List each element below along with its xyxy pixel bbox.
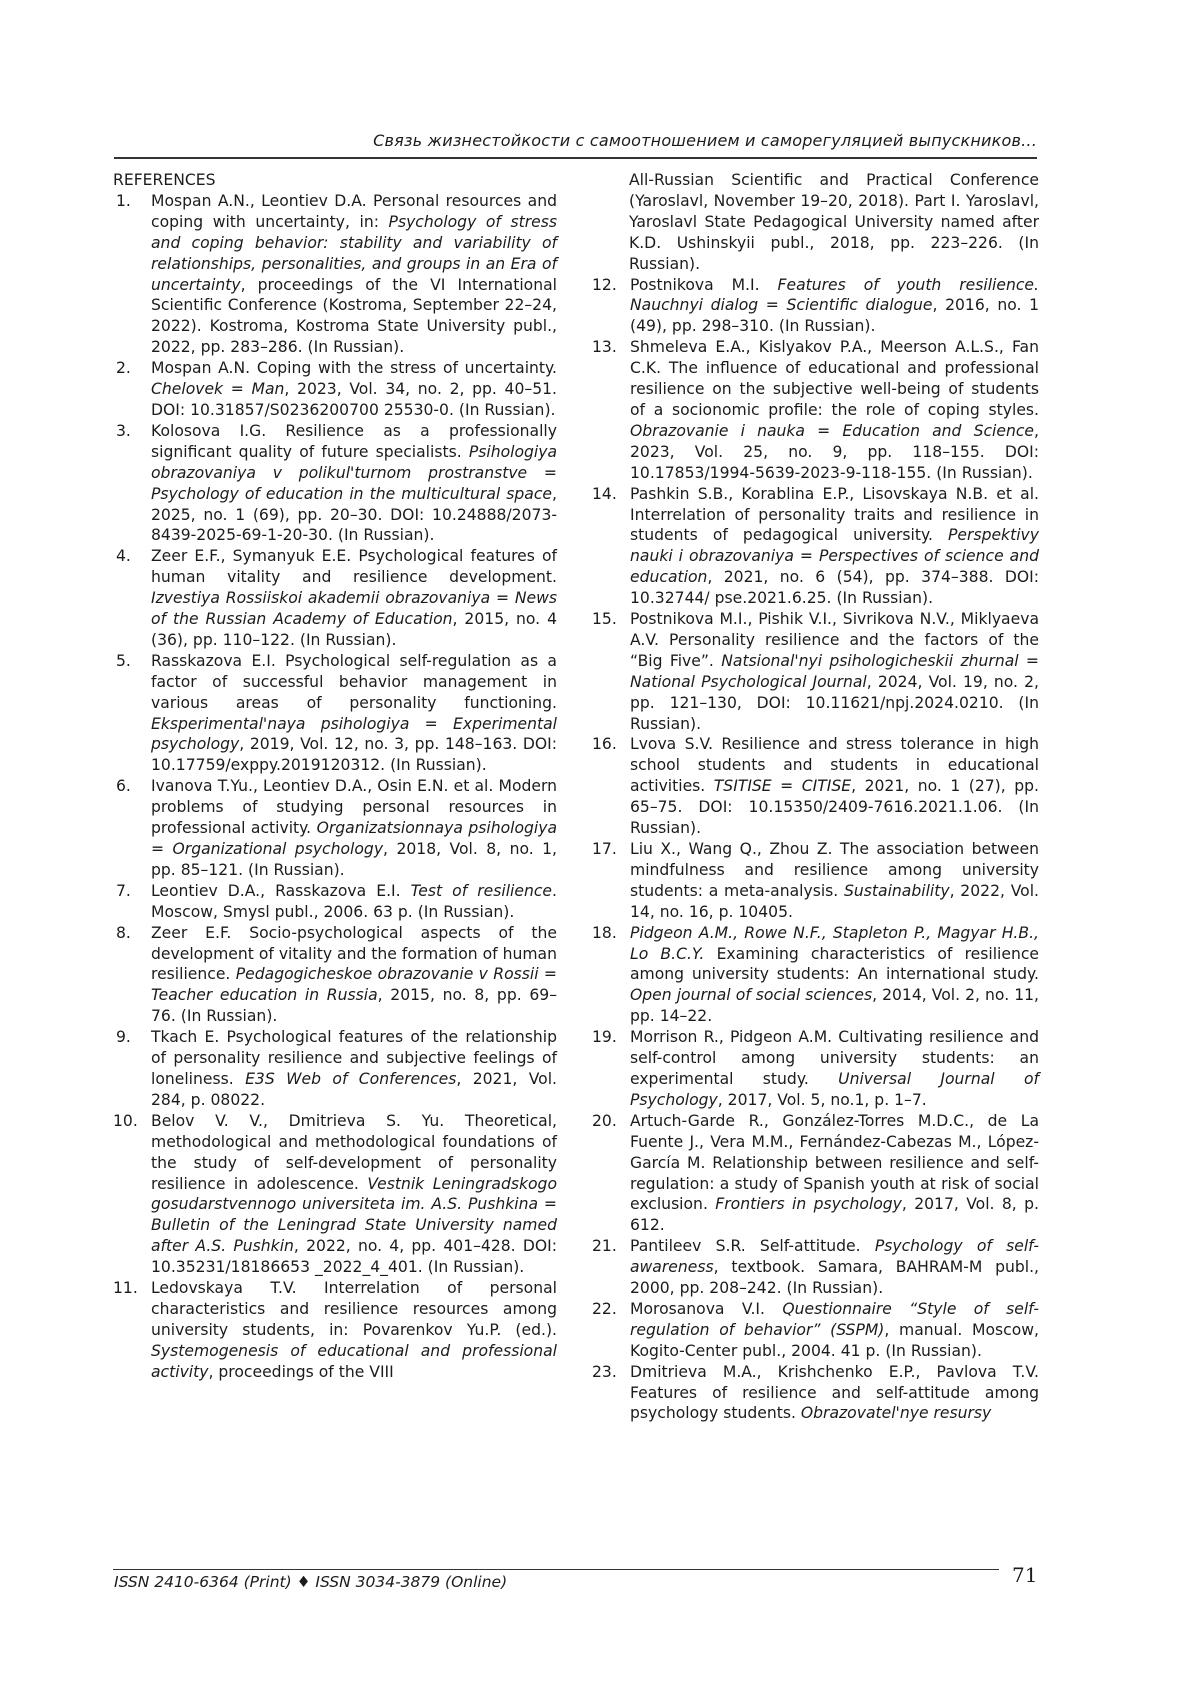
reference-title: Psychology of stress and coping behavior: stability and variability of relationships, personalities, and groups in an Era of uncertainty bbox=[151, 212, 557, 294]
reference-title: Frontiers in psychology bbox=[715, 1195, 902, 1214]
reference-item bbox=[592, 923, 1039, 1028]
reference-title: Organizatsionnaya psihologiya = Organizational psychology bbox=[151, 819, 557, 858]
reference-text: Shmeleva E.A., Kislyakov P.A., Meerson A.L.S., Fan C.K. The influence of educational and professional resilience on the subjective well-being of students of a socionomic profile: the role of coping styles. bbox=[630, 338, 1039, 419]
references-heading: REFERENCES bbox=[113, 171, 216, 189]
reference-text: Postnikova M.I., Pishik V.I., Sivrikova N.V., Miklyaeva A.V. Personality resilience and the factors of the “Big Five”. bbox=[630, 610, 1039, 670]
reference-number: 7. bbox=[116, 881, 131, 900]
reference-title: Systemogenesis of educational and professional activity bbox=[151, 1341, 557, 1381]
reference-number: 12. bbox=[592, 275, 617, 294]
reference-title: TSITISE = CITISE bbox=[713, 777, 852, 796]
reference-text: , 2015, no. 8, pp. 69–76. (In Russian). bbox=[151, 986, 557, 1026]
reference-text: Ivanova T.Yu., Leontiev D.A., Osin E.N. et al. Modern problems of studying personal resources in professional activity. bbox=[151, 777, 557, 838]
reference-text: , 2018, Vol. 8, no. 1, pp. 85–121. (In Russian). bbox=[151, 840, 557, 879]
reference-text: Mospan A.N. Coping with the stress of uncertainty. bbox=[151, 359, 557, 378]
reference-number: 3. bbox=[116, 421, 131, 440]
reference-text: , textbook. Samara, BAHRAM-M publ., 2000, pp. 208–242. (In Russian). bbox=[630, 1258, 1039, 1298]
reference-text: , 2023, Vol. 25, no. 9, pp. 118–155. DOI: 10.17853/1994-5639-2023-9-118-155. (In Russian). bbox=[630, 421, 1039, 482]
reference-title: Sustainability bbox=[844, 881, 950, 900]
page-number: 71 bbox=[1012, 1563, 1038, 1587]
reference-title: Obrazovanie i nauka = Education and Science bbox=[630, 421, 1035, 440]
reference-title: Universal Journal of Psychology bbox=[630, 1069, 1039, 1109]
reference-text: , 2023, Vol. 34, no. 2, pp. 40–51. DOI: 10.31857/S0236200700 25530-0. (In Russian). bbox=[151, 380, 557, 419]
reference-text: , 2016, no. 1 (49), pp. 298–310. (In Russian). bbox=[630, 296, 1039, 336]
reference-text: Belov V. V., Dmitrieva S. Yu. Theoretical, methodological and methodological foundations of the study of self-development of personality resilience in adolescence. bbox=[151, 1111, 557, 1193]
reference-text: , 2022, no. 4, pp. 401–428. DOI: 10.35231/18186653 _2022_4_401. (In Russian). bbox=[151, 1237, 557, 1277]
reference-text: , 2019, Vol. 12, no. 3, pp. 148–163. DOI: 10.17759/exppy.2019120312. (In Russian). bbox=[151, 735, 557, 775]
reference-item bbox=[592, 1027, 1039, 1111]
reference-text: Zeer E.F. Socio-psychological aspects of the development of vitality and the formation of human resilience. bbox=[151, 923, 557, 984]
reference-text: Kolosova I.G. Resilience as a professionally significant quality of future specialists. bbox=[151, 421, 557, 461]
reference-item bbox=[592, 839, 1039, 923]
reference-text: Pantileev S.R. Self-attitude. bbox=[630, 1237, 875, 1256]
reference-text: Lvova S.V. Resilience and stress tolerance in high school students and students in educational activities. bbox=[630, 735, 1039, 796]
reference-item bbox=[592, 1299, 1039, 1362]
reference-title: Features of youth resilience. Nauchnyi dialog = Scientific dialogue bbox=[630, 275, 1039, 315]
reference-text: , 2024, Vol. 19, no. 2, pp. 121–130, DOI: 10.11621/npj.2024.0210. (In Russian). bbox=[630, 672, 1040, 733]
reference-number: 16. bbox=[592, 735, 617, 754]
reference-title: Natsional'nyi psihologicheskii zhurnal = National Psychological Journal bbox=[630, 651, 1039, 691]
reference-title: Pedagogicheskoe obrazovanie v Rossii = Teacher education in Russia bbox=[151, 965, 557, 1005]
reference-item bbox=[592, 484, 1039, 609]
reference-title: Obrazovatel'nye resursy bbox=[800, 1404, 992, 1423]
reference-continuation: All-Russian Scientific and Practical Conference (Yaroslavl, November 19–20, 2018). Part I. Yaroslavl, Yaroslavl State Pedagogical University named after K.D. Ushinskyii publ., 2018, pp. 223–226. (In Russian). bbox=[629, 171, 1039, 273]
reference-number: 11. bbox=[113, 1279, 138, 1298]
reference-text: Artuch-Garde R., González-Torres M.D.C., de La Fuente J., Vera M.M., Fernández-Cabezas M., López-García M. Relationship between resilience and self-regulation: a study of Spanish youth at risk of social exclusion. bbox=[630, 1111, 1039, 1214]
reference-item bbox=[592, 337, 1039, 483]
reference-text: Dmitrieva M.A., Krishchenko E.P., Pavlova T.V. Features of resilience and self-attitude among psychology students. bbox=[630, 1362, 1039, 1423]
reference-title: Psychology of self-awareness bbox=[630, 1237, 1039, 1277]
reference-item bbox=[113, 1278, 557, 1383]
footer-issn: ISSN 2410-6364 (Print) ♦ ISSN 3034-3879 (Online) bbox=[114, 1573, 508, 1591]
reference-number: 18. bbox=[592, 923, 617, 942]
reference-text: Zeer E.F., Symanyuk E.E. Psychological features of human vitality and resilience development. bbox=[151, 547, 557, 587]
reference-text: Leontiev D.A., Rasskazova E.I. bbox=[151, 881, 411, 900]
reference-item bbox=[113, 358, 557, 421]
reference-text: Ledovskaya T.V. Interrelation of personal characteristics and resilience resources among university students, in: Povarenkov Yu.P. (ed.). bbox=[151, 1279, 557, 1339]
reference-item bbox=[113, 651, 557, 776]
reference-number: 14. bbox=[592, 484, 617, 503]
reference-number: 8. bbox=[116, 923, 131, 942]
reference-text: Examining characteristics of resilience among university students: An international study. bbox=[630, 944, 1040, 984]
footer-rule bbox=[113, 1569, 999, 1570]
reference-text: , proceedings of the VIII bbox=[208, 1362, 394, 1381]
reference-number: 15. bbox=[592, 610, 617, 629]
reference-item bbox=[113, 1111, 557, 1278]
reference-number: 17. bbox=[592, 840, 617, 858]
reference-number: 19. bbox=[592, 1028, 617, 1047]
reference-text: Pashkin S.B., Korablina E.P., Lisovskaya N.B. et al. Interrelation of personality traits and resilience in students of pedagogical university. bbox=[630, 484, 1039, 545]
running-header: Связь жизнестойкости с самоотношением и саморегуляцией выпускников... bbox=[373, 131, 1037, 150]
reference-title: Open journal of social sciences bbox=[630, 986, 873, 1005]
reference-text: Mospan A.N., Leontiev D.A. Personal resources and coping with uncertainty, in: bbox=[151, 191, 557, 231]
reference-text: , proceedings of the VI International Scientific Conference (Kostroma, September 22–24, 2022). Kostroma, Kostroma State University publ., 2022, pp. 283–286. (In Russian). bbox=[151, 275, 557, 357]
reference-number: 1. bbox=[116, 191, 131, 210]
reference-item bbox=[113, 191, 557, 358]
reference-number: 22. bbox=[592, 1299, 617, 1318]
reference-item bbox=[592, 275, 1039, 338]
reference-text: Liu X., Wang Q., Zhou Z. The association between mindfulness and resilience among university students: a meta-analysis. bbox=[630, 840, 1039, 900]
reference-item bbox=[113, 546, 557, 651]
reference-number: 10. bbox=[113, 1111, 138, 1130]
reference-item bbox=[113, 1027, 557, 1111]
reference-item bbox=[592, 1236, 1039, 1299]
reference-text: , 2025, no. 1 (69), pp. 20–30. DOI: 10.24888/2073-8439-2025-69-1-20-30. (In Russian). bbox=[151, 484, 557, 545]
reference-title: E3S Web of Conferences bbox=[245, 1069, 457, 1088]
header-rule bbox=[114, 157, 1037, 159]
reference-number: 9. bbox=[116, 1028, 131, 1047]
reference-text: , manual. Moscow, Kogito-Center publ., 2004. 41 p. (In Russian). bbox=[630, 1320, 1039, 1360]
reference-title: Test of resilience bbox=[410, 881, 553, 900]
reference-text: , 2021, Vol. 284, p. 08022. bbox=[151, 1069, 557, 1109]
reference-number: 2. bbox=[116, 359, 131, 378]
reference-text: , 2021, no. 6 (54), pp. 374–388. DOI: 10.32744/ pse.2021.6.25. (In Russian). bbox=[630, 568, 1039, 608]
reference-number: 6. bbox=[116, 777, 131, 796]
reference-item bbox=[592, 1362, 1039, 1425]
reference-text: , 2014, Vol. 2, no. 11, pp. 14–22. bbox=[630, 986, 1039, 1026]
reference-title: Chelovek = Man bbox=[151, 380, 285, 399]
reference-item bbox=[113, 923, 557, 1028]
reference-item bbox=[592, 609, 1039, 734]
reference-text: , 2015, no. 4 (36), pp. 110–122. (In Russian). bbox=[151, 610, 558, 649]
reference-text: Postnikova M.I. bbox=[630, 275, 778, 294]
reference-title: Questionnaire “Style of self-regulation of behavior” (SSPM) bbox=[630, 1299, 1040, 1339]
reference-text: , 2021, no. 1 (27), pp. 65–75. DOI: 10.15350/2409-7616.2021.1.06. (In Russian). bbox=[630, 777, 1039, 838]
reference-title: Perspektivy nauki i obrazovaniya = Perspectives of science and education bbox=[630, 526, 1039, 587]
reference-list-right bbox=[592, 275, 1039, 1425]
reference-item bbox=[113, 881, 557, 923]
reference-number: 4. bbox=[116, 547, 131, 566]
reference-text: . Moscow, Smysl publ., 2006. 63 p. (In Russian). bbox=[151, 881, 557, 921]
reference-text: Rasskazova E.I. Psychological self-regulation as a factor of successful behavior management in various areas of personality functioning. bbox=[151, 651, 557, 712]
reference-list-left bbox=[113, 191, 557, 1383]
reference-text: Morosanova V.I. bbox=[630, 1299, 783, 1318]
reference-text: , 2017, Vol. 5, no.1, p. 1–7. bbox=[717, 1090, 927, 1109]
reference-item bbox=[592, 734, 1039, 839]
reference-text: , 2017, Vol. 8, p. 612. bbox=[630, 1195, 1039, 1235]
references-column-right bbox=[592, 170, 1039, 1424]
reference-number: 13. bbox=[592, 338, 617, 357]
reference-item bbox=[113, 421, 557, 546]
reference-title: Izvestiya Rossiiskoi akademii obrazovaniya = News of the Russian Academy of Education bbox=[151, 589, 557, 629]
reference-title: Pidgeon A.M., Rowe N.F., Stapleton P., Magyar H.B., Lo B.C.Y. bbox=[630, 923, 1039, 963]
reference-text: Morrison R., Pidgeon A.M. Cultivating resilience and self-control among university students: an experimental study. bbox=[630, 1028, 1039, 1088]
reference-title: Vestnik Leningradskogo gosudarstvennogo universiteta im. A.S. Pushkina = Bulletin of the Leningrad State University named after A.S. Pushkin bbox=[151, 1174, 557, 1256]
reference-text: , 2022, Vol. 14, no. 16, p. 10405. bbox=[630, 881, 1039, 921]
references-column-left bbox=[113, 170, 557, 1383]
reference-number: 21. bbox=[592, 1237, 617, 1256]
reference-text: Tkach E. Psychological features of the relationship of personality resilience and subjective feelings of loneliness. bbox=[151, 1028, 557, 1088]
reference-number: 5. bbox=[116, 651, 131, 670]
reference-number: 20. bbox=[592, 1111, 617, 1130]
reference-title: Eksperimental'naya psihologiya = Experimental psychology bbox=[151, 714, 557, 754]
reference-title: Psihologiya obrazovaniya v polikul'turnom prostranstve = Psychology of education in the multicultural space bbox=[151, 442, 557, 503]
reference-number: 23. bbox=[592, 1362, 617, 1381]
reference-item bbox=[592, 1111, 1039, 1236]
reference-item bbox=[113, 776, 557, 881]
